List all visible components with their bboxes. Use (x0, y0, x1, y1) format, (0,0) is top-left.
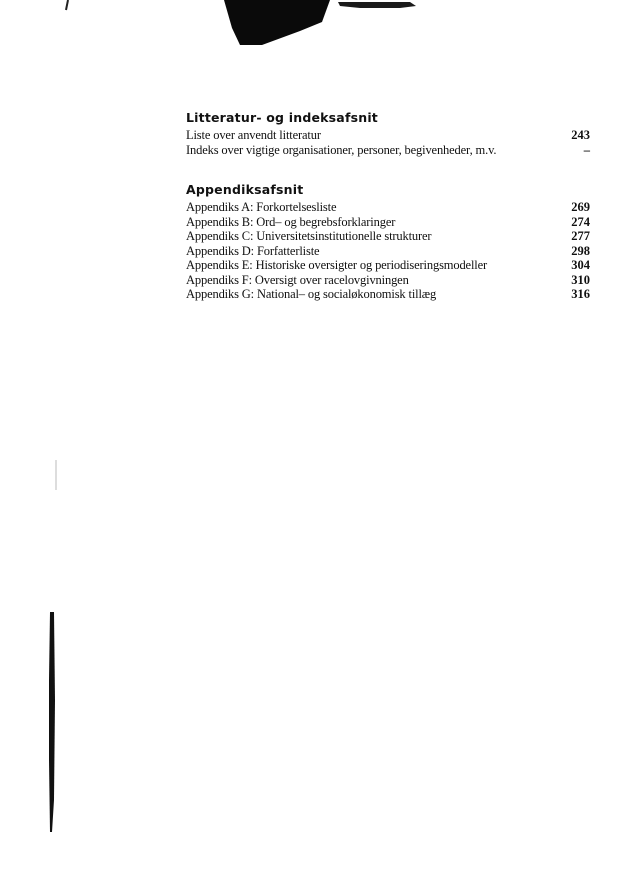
scan-artifact-left-edge (0, 0, 60, 896)
toc-entry (186, 200, 590, 215)
section-heading: Litteratur- og indeksafsnit (186, 110, 378, 125)
entry-page: 277 (571, 229, 590, 243)
toc-entry (186, 229, 590, 244)
toc-entry (186, 258, 590, 273)
entry-title: Indeks over vigtige organisationer, personer, begivenheder, m.v. (186, 142, 497, 157)
entry-title: Liste over anvendt litteratur (186, 128, 321, 142)
entry-page: 316 (571, 287, 590, 301)
toc-entry (186, 215, 590, 230)
entry-page: – (583, 142, 590, 157)
entry-title: Appendiks G: National– og socialøkonomisk tillæg (186, 287, 437, 301)
section-litteratur (186, 110, 590, 157)
entry-page: 310 (571, 272, 590, 287)
entry-title: Appendiks A: Forkortelsesliste (186, 200, 337, 214)
section-heading: Appendiksafsnit (186, 182, 304, 197)
entry-title: Appendiks F: Oversigt over racelovgivningen (186, 272, 409, 287)
section-appendiks (186, 182, 590, 302)
toc-entry (186, 143, 590, 158)
toc-entry (186, 273, 590, 288)
entry-page: 269 (571, 200, 590, 214)
entry-page: 304 (571, 258, 590, 272)
entry-title: Appendiks E: Historiske oversigter og periodiseringsmodeller (186, 258, 488, 272)
toc-entry (186, 244, 590, 259)
entry-title: Appendiks D: Forfatterliste (186, 243, 320, 258)
entry-title: Appendiks C: Universitetsinstitutionelle strukturer (186, 229, 432, 243)
toc-entry (186, 128, 590, 143)
entry-page: 274 (571, 214, 590, 229)
scan-artifact-top (0, 0, 633, 60)
entry-page: 298 (571, 243, 590, 258)
entry-title: Appendiks B: Ord– og begrebsforklaringer (186, 214, 396, 229)
entry-page: 243 (571, 128, 590, 142)
toc-entry (186, 287, 590, 302)
